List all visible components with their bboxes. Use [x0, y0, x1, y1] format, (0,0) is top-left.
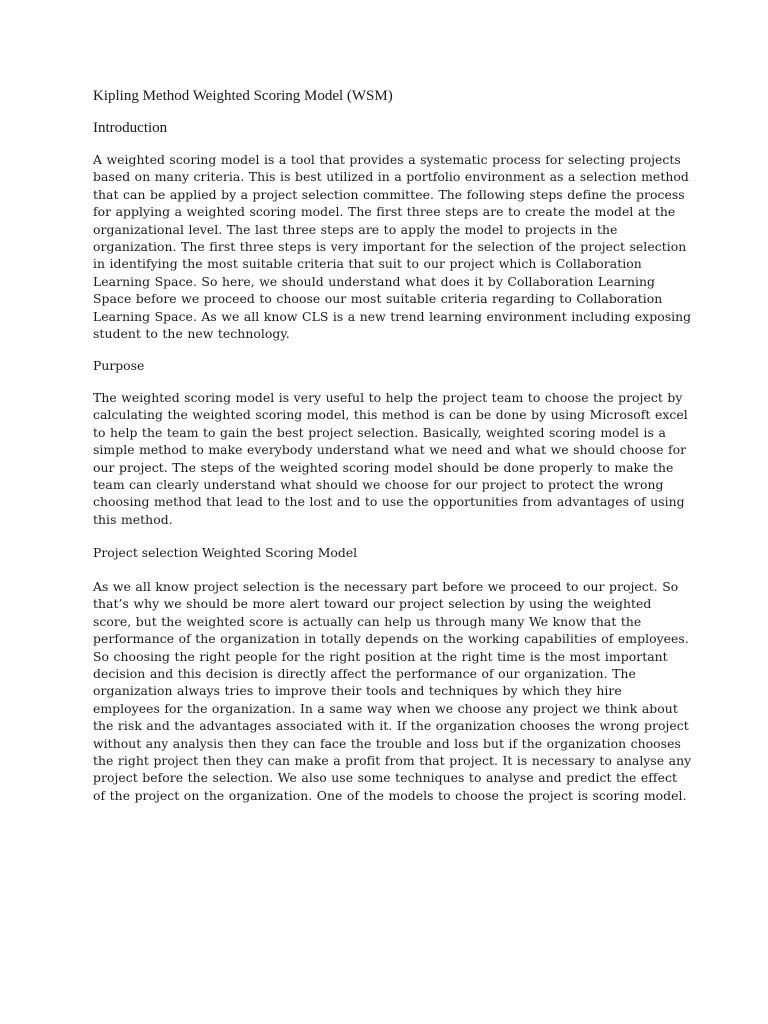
document-title: Kipling Method Weighted Scoring Model (WSM) — [93, 88, 393, 104]
section-heading-project-selection: Project selection Weighted Scoring Model — [93, 545, 358, 560]
section-body-purpose: The weighted scoring model is very useful to help the project team to choose the project by calculating the weighted scoring model, this method is can be done by using Microsoft excel to help the team to gain the best project selection. Basically, weighted scoring model is a simple method to make everybody understand what we need and what we should choose for our project. The steps of the weighted scoring model should be done properly to make the team can clearly understand what should we choose for our project to protect the wrong choosing method that lead to the lost and to use the opportunities from advantages of using this method. — [93, 390, 688, 527]
section-heading-purpose: Purpose — [93, 358, 145, 373]
section-body-introduction: A weighted scoring model is a tool that provides a systematic process for selecting projects based on many criteria. This is best utilized in a portfolio environment as a selection method that can be applied by a project selection committee. The following steps define the process for applying a weighted scoring model. The first three steps are to create the model at the organizational level. The last three steps are to apply the model to projects in the organization. The first three steps is very important for the selection of the project selection in identifying the most suitable criteria that suit to our project which is Collaboration Learning Space. So here, we should understand what does it by Collaboration Learning Space before we proceed to choose our most suitable criteria regarding to Collaboration Learning Space. As we all know CLS is a new trend learning environment including exposing student to the new technology. — [93, 152, 692, 342]
section-body-project-selection: As we all know project selection is the necessary part before we proceed to our project. So that’s why we should be more alert toward our project selection by using the weighted score, but the weighted score is actually can help us through many We know that the performance of the organization in totally depends on the working capabilities of employees. So choosing the right people for the right position at the right time is the most important decision and this decision is directly affect the performance of our organization. The organization always tries to improve their tools and techniques by which they hire employees for the organization. In a same way when we choose any project we think about the risk and the advantages associated with it. If the organization chooses the wrong project without any analysis then they can face the trouble and loss but if the organization chooses the right project then they can make a profit from that project. It is necessary to analyse any project before the selection. We also use some techniques to analyse and predict the effect of the project on the organization. One of the models to choose the project is scoring model. — [93, 579, 692, 803]
section-heading-introduction: Introduction — [93, 120, 168, 136]
